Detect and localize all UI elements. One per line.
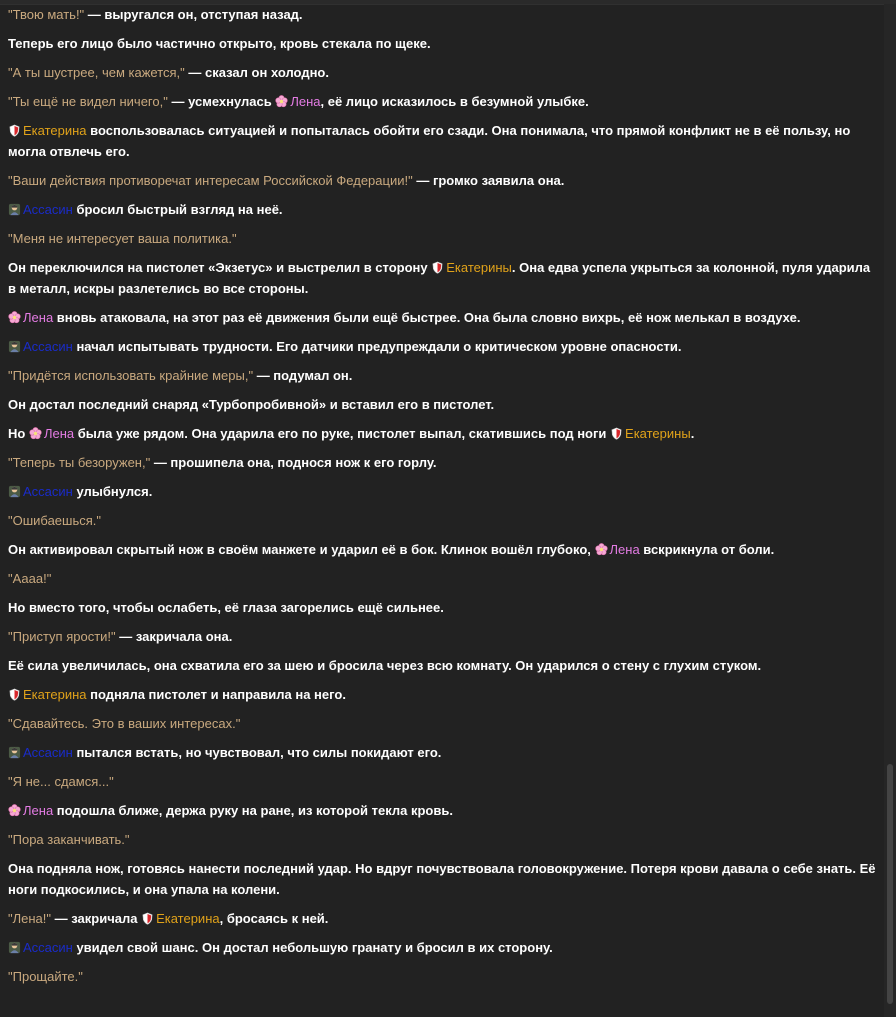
character-label: Ассасин	[23, 940, 73, 955]
story-paragraph	[8, 4, 876, 25]
story-paragraph	[8, 228, 876, 249]
character-label: Лена	[609, 542, 640, 557]
character-label: Ассасин	[23, 202, 73, 217]
narration-text: Он активировал скрытый нож в своём манжете и ударил её в бок. Клинок вошёл глубоко,	[8, 542, 595, 557]
narration-text: вновь атаковала, на этот раз её движения были ещё быстрее. Она была словно вихрь, её нож мелькал в воздухе.	[53, 310, 801, 325]
story-paragraph	[8, 937, 876, 958]
narration-text: Но	[8, 426, 29, 441]
narration-text: . Она едва успела укрыться за колонной, пуля ударила в металл, искры разлетелись во все стороны.	[8, 260, 871, 296]
assassin-icon	[8, 485, 21, 498]
character-name-lena	[29, 426, 74, 441]
character-name-assassin	[8, 202, 73, 217]
character-name-ekaterina	[8, 123, 87, 138]
story-paragraph	[8, 481, 876, 502]
dialogue-quote: "Сдавайтесь. Это в ваших интересах."	[8, 716, 241, 731]
character-name-lena	[595, 542, 640, 557]
narration-text: воспользовалась ситуацией и попыталась обойти его сзади. Она понимала, что прямой конфликт не в её пользу, но могла отвлечь его.	[8, 123, 851, 159]
narration-text: Она подняла нож, готовясь нанести последний удар. Но вдруг почувствовала головокружение. Потеря крови давала о себе знать. Её ноги подкосились, и она упала на колени.	[8, 861, 876, 897]
character-label: Лена	[23, 803, 54, 818]
shield-icon	[141, 912, 154, 925]
character-name-ekaterina	[141, 911, 220, 926]
narration-text: — усмехнулась	[167, 94, 276, 109]
dialogue-quote: "Прощайте."	[8, 969, 83, 984]
character-name-lena	[8, 803, 53, 818]
narration-text: увидел свой шанс. Он достал небольшую гранату и бросил в их сторону.	[72, 940, 553, 955]
story-paragraph	[8, 394, 876, 415]
character-label: Лена	[23, 310, 54, 325]
dialogue-quote: "Ты ещё не видел ничего,"	[8, 94, 168, 109]
story-paragraph	[8, 684, 876, 705]
narration-text: — закричала	[51, 911, 142, 926]
story-paragraph	[8, 800, 876, 821]
story-paragraph	[8, 510, 876, 531]
character-name-lena	[275, 94, 320, 109]
flower-icon	[8, 311, 21, 324]
dialogue-quote: "Ваши действия противоречат интересам Российской Федерации!"	[8, 173, 413, 188]
shield-icon	[8, 688, 21, 701]
assassin-icon	[8, 340, 21, 353]
story-paragraph	[8, 91, 876, 112]
dialogue-quote: "Лена!"	[8, 911, 52, 926]
character-label: Екатерины	[625, 426, 691, 441]
narration-text: пытался встать, но чувствовал, что силы покидают его.	[72, 745, 442, 760]
scrollbar-thumb[interactable]	[887, 764, 893, 1004]
story-paragraph	[8, 307, 876, 328]
dialogue-quote: "Придётся использовать крайние меры,"	[8, 368, 254, 383]
character-name-assassin	[8, 745, 73, 760]
story-paragraph	[8, 829, 876, 850]
character-label: Екатерина	[156, 911, 220, 926]
story-paragraph	[8, 966, 876, 987]
character-label: Ассасин	[23, 484, 73, 499]
narration-text: — закричала она.	[115, 629, 233, 644]
character-name-assassin	[8, 940, 73, 955]
narration-text: Он достал последний снаряд «Турбопробивной» и вставил его в пистолет.	[8, 397, 495, 412]
assassin-icon	[8, 746, 21, 759]
narration-text: подошла ближе, держа руку на ране, из которой текла кровь.	[53, 803, 453, 818]
story-paragraph	[8, 452, 876, 473]
narration-text: Теперь его лицо было частично открыто, кровь стекала по щеке.	[8, 36, 431, 51]
character-name-ekaterina	[8, 687, 87, 702]
character-label: Екатерина	[23, 687, 87, 702]
story-paragraph	[8, 62, 876, 83]
flower-icon	[29, 427, 42, 440]
character-name-assassin	[8, 484, 73, 499]
story-paragraph	[8, 170, 876, 191]
narration-text: — подумал он.	[253, 368, 353, 383]
flower-icon	[595, 543, 608, 556]
story-paragraph	[8, 539, 876, 560]
character-label: Ассасин	[23, 339, 73, 354]
dialogue-quote: "А ты шустрее, чем кажется,"	[8, 65, 185, 80]
dialogue-quote: "Ошибаешься."	[8, 513, 101, 528]
dialogue-quote: "Пора заканчивать."	[8, 832, 130, 847]
narration-text: Он переключился на пистолет «Экзетус» и выстрелил в сторону	[8, 260, 432, 275]
shield-icon	[8, 124, 21, 137]
dialogue-quote: "Меня не интересует ваша политика."	[8, 231, 237, 246]
dialogue-quote: "Приступ ярости!"	[8, 629, 116, 644]
story-paragraph	[8, 713, 876, 734]
story-paragraph	[8, 742, 876, 763]
narration-text: улыбнулся.	[72, 484, 153, 499]
story-paragraph	[8, 423, 876, 444]
dialogue-quote: "Аааа!"	[8, 571, 52, 586]
shield-icon	[431, 261, 444, 274]
character-label: Лена	[43, 426, 75, 441]
narration-text: бросил быстрый взгляд на неё.	[72, 202, 283, 217]
narration-text: Её сила увеличилась, она схватила его за шею и бросила через всю комнату. Он ударился о стену с глухим стуком.	[8, 658, 762, 673]
narration-text: — прошипела она, поднося нож к его горлу.	[150, 455, 437, 470]
narration-text: , её лицо исказилось в безумной улыбке.	[320, 94, 589, 109]
chat-message-story	[0, 4, 884, 1017]
story-paragraph	[8, 199, 876, 220]
character-label: Екатерина	[23, 123, 87, 138]
character-name-assassin	[8, 339, 73, 354]
narration-text: — выругался он, отступая назад.	[84, 7, 303, 22]
flower-icon	[275, 95, 288, 108]
story-paragraph	[8, 120, 876, 162]
character-label: Ассасин	[23, 745, 73, 760]
story-paragraph	[8, 655, 876, 676]
character-name-ekaterina	[610, 426, 691, 441]
narration-text: , бросаясь к ней.	[219, 911, 329, 926]
story-paragraph	[8, 908, 876, 929]
narration-text: вскрикнула от боли.	[639, 542, 775, 557]
narration-text: — громко заявила она.	[412, 173, 565, 188]
dialogue-quote: "Я не... сдамся..."	[8, 774, 114, 789]
story-paragraph	[8, 626, 876, 647]
story-paragraph	[8, 568, 876, 589]
narration-text: начал испытывать трудности. Его датчики предупреждали о критическом уровне опасности.	[72, 339, 682, 354]
story-paragraph	[8, 771, 876, 792]
story-paragraph	[8, 597, 876, 618]
narration-text: Но вместо того, чтобы ослабеть, её глаза загорелись ещё сильнее.	[8, 600, 444, 615]
dialogue-quote: "Твою мать!"	[8, 7, 85, 22]
assassin-icon	[8, 941, 21, 954]
story-paragraph	[8, 33, 876, 54]
flower-icon	[8, 804, 21, 817]
story-paragraph	[8, 858, 876, 900]
story-paragraph	[8, 257, 876, 299]
character-label: Екатерины	[446, 260, 512, 275]
character-label: Лена	[290, 94, 321, 109]
shield-icon	[610, 427, 623, 440]
story-paragraph	[8, 365, 876, 386]
scrollbar[interactable]	[884, 4, 896, 1017]
narration-text: была уже рядом. Она ударила его по руке, пистолет выпал, скатившись под ноги	[74, 426, 611, 441]
dialogue-quote: "Теперь ты безоружен,"	[8, 455, 151, 470]
narration-text: — сказал он холодно.	[184, 65, 329, 80]
character-name-ekaterina	[431, 260, 512, 275]
character-name-lena	[8, 310, 53, 325]
assassin-icon	[8, 203, 21, 216]
narration-text: .	[690, 426, 695, 441]
story-paragraph	[8, 336, 876, 357]
narration-text: подняла пистолет и направила на него.	[86, 687, 346, 702]
